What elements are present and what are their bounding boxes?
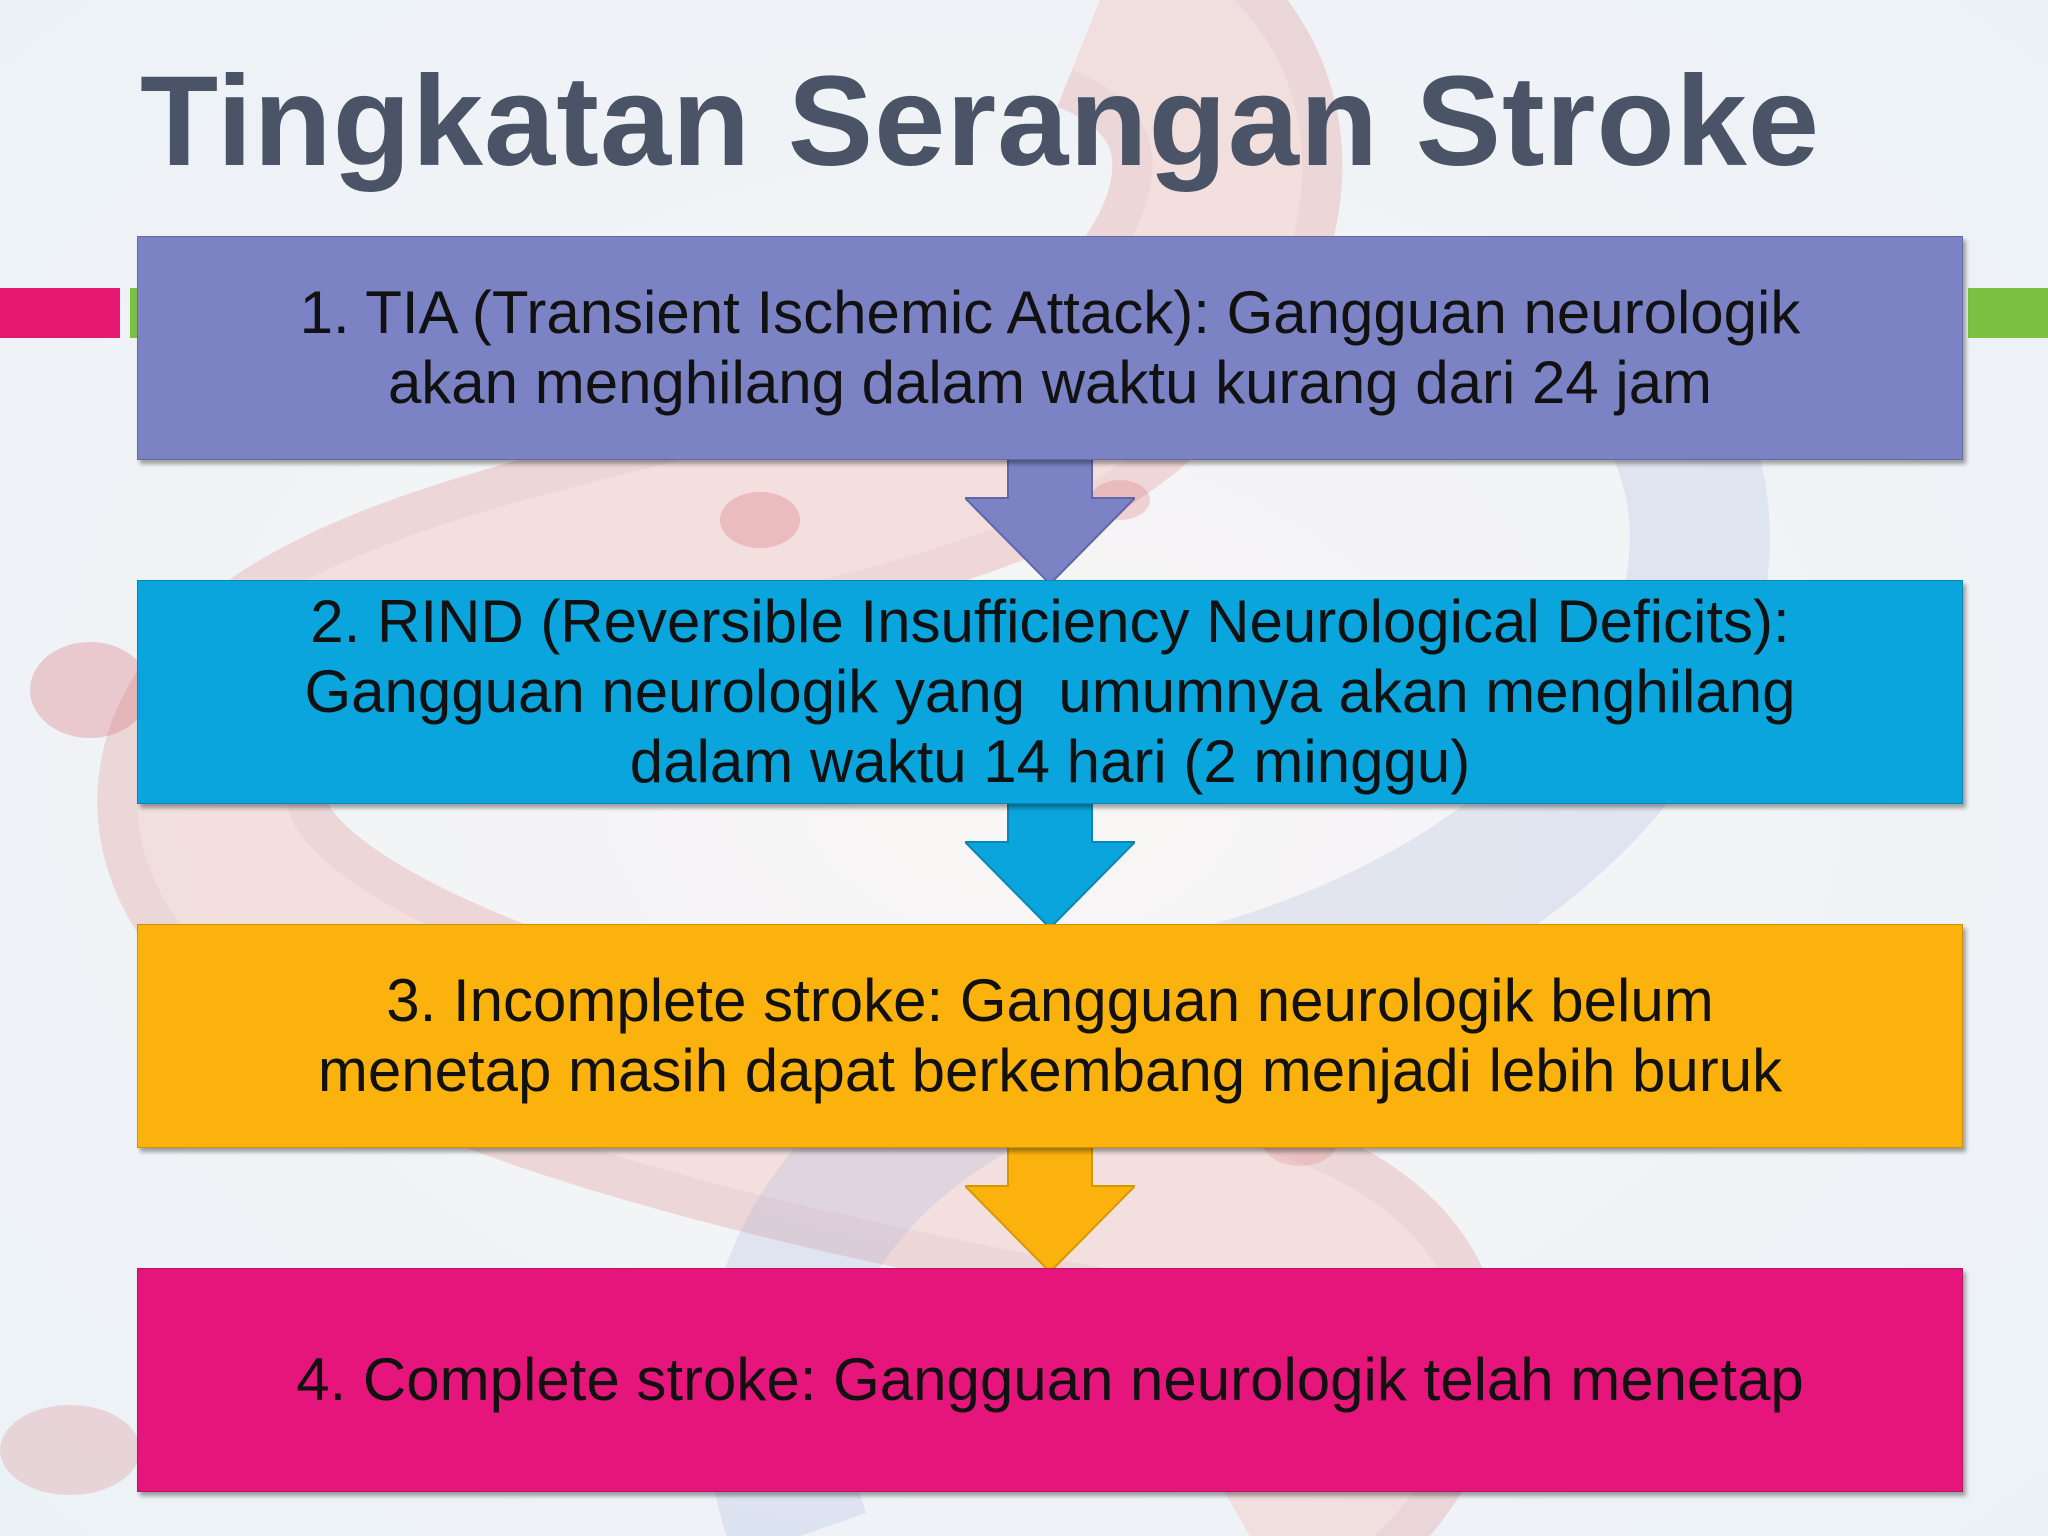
step-text-line: akan menghilang dalam waktu kurang dari 24 jam <box>387 349 1713 416</box>
step-box-incomplete-stroke <box>137 924 1963 1148</box>
arrow-down-1 <box>965 458 1135 584</box>
step-box-complete-stroke <box>137 1268 1963 1492</box>
step-text-line: dalam waktu 14 hari (2 minggu) <box>629 728 1471 795</box>
arrow-down-3 <box>965 1146 1135 1272</box>
step-text-line: 3. Incomplete stroke: Gangguan neurologik belum <box>386 967 1714 1034</box>
accent-bar-left <box>0 288 120 338</box>
step-text-line: 4. Complete stroke: Gangguan neurologik telah menetap <box>296 1346 1804 1413</box>
step-text-line: 1. TIA (Transient Ischemic Attack): Gangguan neurologik <box>299 279 1801 346</box>
slide-title: Tingkatan Serangan Stroke <box>140 50 1820 193</box>
accent-bar-right <box>1968 288 2048 338</box>
arrow-down-2 <box>965 802 1135 928</box>
step-box-rind <box>137 580 1963 804</box>
step-text-line: Gangguan neurologik yang umumnya akan menghilang <box>304 658 1796 725</box>
step-box-tia <box>137 236 1963 460</box>
step-text-line: menetap masih dapat berkembang menjadi lebih buruk <box>317 1037 1783 1104</box>
step-text-line: 2. RIND (Reversible Insufficiency Neurological Deficits): <box>310 588 1790 655</box>
